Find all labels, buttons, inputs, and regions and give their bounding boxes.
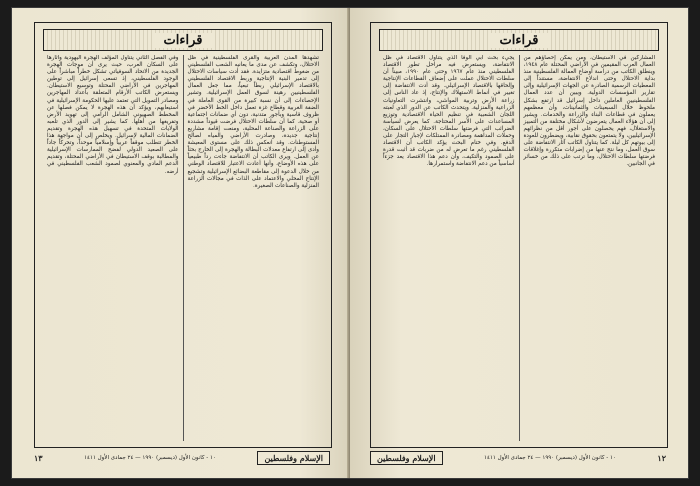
right-footer <box>370 450 666 466</box>
right-columns <box>379 55 659 441</box>
left-masthead: الإسلام وفلسطين <box>257 451 330 465</box>
left-page <box>12 8 350 478</box>
right-column-2 <box>379 55 520 441</box>
left-page-frame <box>34 22 332 448</box>
right-masthead: الإسلام وفلسطين <box>370 451 443 465</box>
left-column-2 <box>43 55 184 441</box>
left-section-title: قراءات <box>152 33 215 48</box>
left-footer <box>34 450 330 466</box>
right-column-1 <box>520 55 660 441</box>
left-column-1 <box>184 55 324 441</box>
right-column-2-text: يجيء بحث أبي الوفا الذي يتناول الاقتصاد في ظل الانتفاضة، ويستعرض فيه مراحل تطور الاقتصاد الفلسطيني منذ عام ١٩٦٧ وحتى عام ١٩٩٠، مبيناً أن سلطات الاحتلال عملت على إضعاف القطاعات الإنتاجية وإلحاقها بالاقتصاد الإسرائيلي. وقد أدت الانتفاضة إلى تغيير في أنماط الاستهلاك والإنتاج، إذ عاد الناس إلى زراعة الأرض وتربية المواشي، وانتشرت التعاونيات الزراعية والمنزلية. ويتحدث الكاتب عن الدور الذي لعبته اللجان الشعبية في تنظيم الحياة الاقتصادية وتوزيع المساعدات على الأسر المحتاجة. كما يعرض لسياسة الضرائب التي فرضتها سلطات الاحتلال على السكان، وحملات المداهمة ومصادرة الممتلكات لإجبار التجار على الدفع. وفي ختام البحث يؤكد الكاتب أن الاقتصاد الفلسطيني رغم ما تعرض له من ضربات قد أثبت قدرة على الصمود والتكيف، وأن دعم هذا الاقتصاد يعد جزءاً أساسياً من دعم الانتفاضة واستمرارها. <box>383 55 515 168</box>
right-page <box>350 8 688 478</box>
left-page-number: ١٣ <box>34 453 43 463</box>
magazine-spread <box>12 8 688 478</box>
right-issue-info: ١٠ - كانون الأول (ديسمبر) ١٩٩٠ — ٢٤ جمادى الأول ١٤١١ <box>484 455 616 461</box>
right-section-header <box>379 29 659 51</box>
left-columns <box>43 55 323 441</box>
right-column-1-text: المشاركين في الاستيطان، ومن يمكن إحصاؤهم من العمال العرب المقيمين في الأراضي المحتلة عام ١٩٤٨، وينطلق الكاتب من دراسة أوضاع العمالة الفلسطينية منذ بداية الاحتلال وحتى اندلاع الانتفاضة، مستنداً إلى المعطيات الرسمية الصادرة عن الجهات الإسرائيلية وإلى تقارير المؤسسات الدولية. ويبين أن عدد العمال الفلسطينيين العاملين داخل إسرائيل قد ارتفع بشكل ملحوظ خلال السبعينات والثمانينات، وأن معظمهم يعملون في قطاعات البناء والزراعة والخدمات. ويشير إلى أن هؤلاء العمال يتعرضون لأشكال مختلفة من التمييز والاستغلال، فهم يحصلون على أجور أقل من نظرائهم الإسرائيليين، ولا يتمتعون بحقوق نقابية، ويضطرون للعودة إلى بيوتهم كل ليلة. كما يتناول الكاتب آثار الانتفاضة على سوق العمل، وما نتج عنها من إضرابات متكررة وإغلاقات فرضتها سلطات الاحتلال، وما ترتب على ذلك من خسائر في الجانبين. <box>523 55 655 168</box>
right-page-number: ١٢ <box>657 453 666 463</box>
left-section-header <box>43 29 323 51</box>
right-section-title: قراءات <box>488 33 551 48</box>
left-column-2-text: وفي الفصل الثاني يتناول المؤلف الهجرة اليهودية وآثارها على السكان العرب، حيث يرى أن موجات الهجرة الجديدة من الاتحاد السوفياتي تشكل خطراً مباشراً على الوجود الفلسطيني، إذ تسعى إسرائيل إلى توطين المهاجرين في الأراضي المحتلة وتوسيع الاستيطان. ويستعرض الكاتب الأرقام المتعلقة بأعداد المهاجرين ومصادر التمويل التي تعتمد عليها الحكومة الإسرائيلية في استيعابهم، ويؤكد أن هذه الهجرة لا يمكن فصلها عن المخطط الصهيوني الشامل الرامي إلى تهويد الأرض وتفريغها من أهلها. كما يشير إلى الدور الذي تلعبه الولايات المتحدة في تسهيل هذه الهجرة وتقديم الضمانات المالية لإسرائيل. ويخلص إلى أن مواجهة هذا الخطر تتطلب موقفاً عربياً وإسلامياً موحداً، وتحركاً جاداً على الصعيد الدولي لفضح الممارسات الإسرائيلية والمطالبة بوقف الاستيطان في الأراضي المحتلة، وتقديم الدعم المادي والمعنوي لصمود الشعب الفلسطيني في أرضه. <box>47 55 179 175</box>
left-column-1-text: تشهدها المدن العربية والقرى الفلسطينية في ظل الاحتلال، وتكشف عن مدى ما يعانيه الشعب الفلسطيني من ضغوط اقتصادية متزايدة. فقد أدت سياسات الاحتلال إلى تدمير البنية الإنتاجية وربط الاقتصاد الفلسطيني بالاقتصاد الإسرائيلي ربطاً تبعياً، مما جعل العمال الفلسطينيين رهينة لسوق العمل الإسرائيلية. وتشير الإحصاءات إلى أن نسبة كبيرة من القوى العاملة في الضفة الغربية وقطاع غزة تعمل داخل الخط الأخضر في ظروف قاسية وبأجور متدنية، دون أي ضمانات اجتماعية أو صحية. كما أن سلطات الاحتلال فرضت قيوداً مشددة على الزراعة والصناعة المحلية، ومنعت إقامة مشاريع إنتاجية جديدة، وصادرت الأراضي والمياه لصالح المستوطنات. وقد انعكس ذلك على مستوى المعيشة وأدى إلى ارتفاع معدلات البطالة والهجرة إلى الخارج بحثاً عن العمل. ويرى الكاتب أن الانتفاضة جاءت رداً طبيعياً على هذه الأوضاع، وأنها أعادت الاعتبار للاقتصاد الوطني من خلال الدعوة إلى مقاطعة البضائع الإسرائيلية وتشجيع الإنتاج المحلي والاعتماد على الذات في مجالات الزراعة المنزلية والصناعات الصغيرة. <box>187 55 319 189</box>
left-issue-info: ١٠ - كانون الأول (ديسمبر) ١٩٩٠ — ٢٤ جمادى الأول ١٤١١ <box>84 455 216 461</box>
right-page-frame <box>370 22 668 448</box>
